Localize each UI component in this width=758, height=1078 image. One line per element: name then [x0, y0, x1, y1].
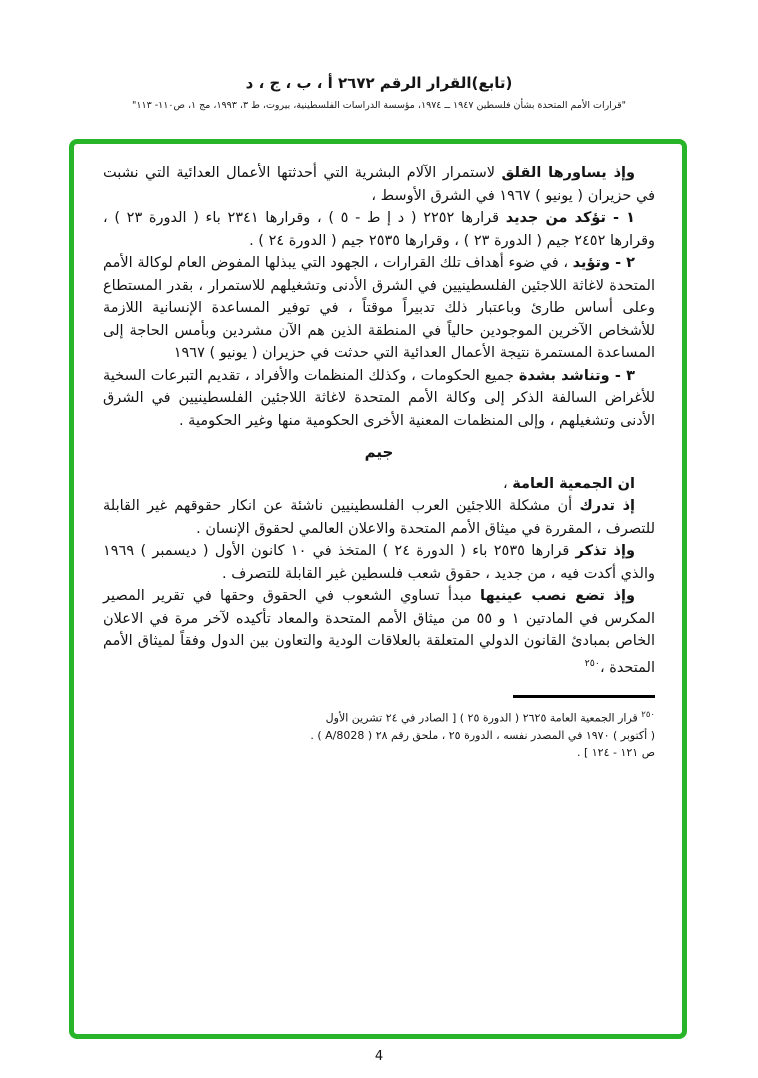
paragraph-text: أن مشكلة اللاجئين العرب الفلسطينيين ناشئة عن انكار حقوقهم غير القابلة للتصرف ، المقررة في ميثاق الأمم المتحدة والاعلان العالمي لحقوق الإنسان .	[103, 498, 655, 537]
footnote-line	[281, 707, 655, 727]
paragraph-text: جميع الحكومات ، وكذلك المنظمات والأفراد ، تقديم التبرعات السخية للأغراض السالفة الذكر إلى وكالة الأمم المتحدة لاغاثة اللاجئين الفلسطينيين في الشرق الأدنى وتشغيلهم ، وإلى المنظمات المعنية الأخرى الحكومية منها وغير الحكومية .	[103, 367, 655, 429]
footnote-text: ( أكتوبر ) ١٩٧٠ في المصدر نفسه ، الدورة ٢٥ ، ملحق رقم ٢٨ ( A/8028 ) .	[310, 728, 655, 742]
paragraph	[103, 495, 655, 540]
paragraph-text: قرارها ٢٥٣٥ باء ( الدورة ٢٤ ) المتخذ في ١٠ كانون الأول ( ديسمبر ) ١٩٦٩ والذي أكدت فيه ، من جديد ، حقوق شعب فلسطين غير القابلة للتصرف .	[103, 543, 655, 582]
paragraph-text: ،	[502, 475, 513, 492]
resolution-title: (تابع)القرار الرقم ٢٦٧٢ أ ، ب ، ج ، د	[245, 74, 513, 92]
resolution-text	[103, 162, 655, 762]
paragraph	[103, 540, 655, 585]
paragraph	[103, 252, 655, 365]
document-header	[0, 74, 758, 111]
footnote-line	[281, 744, 655, 762]
footnote-marker: ٢٥٠	[641, 709, 655, 720]
paragraph-text: لاستمرار الآلام البشرية التي أحدثتها الأعمال العدائية التي نشبت في حزيران ( يونيو ) ١٩٦٧ في الشرق الأوسط ،	[103, 165, 655, 204]
paragraph-lead: وإذ تضع نصب عينيها	[480, 588, 635, 604]
paragraph	[103, 585, 655, 679]
paragraph	[103, 365, 655, 433]
paragraph-text: قرارها ٢٢٥٢ ( د إ ط - ٥ ) ، وقرارها ٢٣٤١ باء ( الدورة ٢٣ ) ، وقرارها ٢٤٥٢ جيم ( الدورة ٢٣ ) ، وقرارها ٢٥٣٥ جيم ( الدورة ٢٤ ) .	[103, 210, 655, 249]
paragraph-lead: وإذ تذكر	[575, 543, 635, 559]
paragraph-text: ، في ضوء أهداف تلك القرارات ، الجهود التي يبذلها المفوض العام لوكالة الأمم المتحدة لاغاثة اللاجئين الفلسطينيين في الشرق الأدنى وتشغيلهم للاستمرار ، بقدر المستطاع وعلى أساس طارئ وباعتبار ذلك تدبيراً موقتاً ، في توفير المساعدة الإنسانية اللازمة للأشخاص الآخرين الموجودين حالياً في المنطقة الذين هم الآن مشردين وبأمس الحاجة إلى المساعدة المستمرة نتيجة الأعمال العدائية التي حدثت في حزيران ( يونيو ) ١٩٦٧	[103, 255, 655, 361]
paragraph-lead: ٢ - وتؤيد	[572, 255, 636, 271]
section-heading: جيم	[364, 443, 394, 461]
footnote	[281, 707, 655, 762]
paragraph-lead: وإذ يساورها القلق	[501, 165, 635, 181]
paragraph	[103, 473, 655, 496]
paragraph-lead: ٣ - وتناشد بشدة	[518, 367, 635, 384]
paragraph-text: مبدأ تساوي الشعوب في الحقوق وحقها في تقرير المصير المكرس في المادتين ١ و ٥٥ من ميثاق الأمم المتحدة والمعاد تأكيده لآخر مرة في الاعلان الخاص بمبادئ القانون الدولي المتعلقة بالعلاقات الودية والتعاون بين الدول وفقاً لميثاق الأمم المتحدة ،	[103, 588, 655, 676]
footnote-line	[281, 727, 655, 745]
footnote-text: قرار الجمعية العامة ٢٦٢٥ ( الدورة ٢٥ ) [ الصادر في ٢٤ تشرين الأول	[325, 711, 638, 725]
footnote-area	[103, 695, 655, 762]
page-number: 4	[374, 1049, 384, 1064]
paragraph-lead: ١ - تؤكد من جديد	[505, 210, 635, 226]
footnote-separator	[513, 695, 655, 698]
paragraph	[103, 162, 655, 207]
source-citation: "قرارات الأمم المتحدة بشأن فلسطين ١٩٤٧ ــ ١٩٧٤، مؤسسة الدراسات الفلسطينية، بيروت، ط ٣، ١٩٩٣، مج ١، ص١١٠- ١١٣"	[131, 100, 626, 111]
paragraph-lead: ان الجمعية العامة	[512, 475, 635, 492]
paragraph-lead: إذ تدرك	[579, 498, 636, 514]
footnote-text: ص ١٢١ - ١٢٤ ] .	[576, 746, 655, 760]
paragraph	[103, 207, 655, 252]
footnote-reference: ٢٥٠	[584, 657, 600, 669]
